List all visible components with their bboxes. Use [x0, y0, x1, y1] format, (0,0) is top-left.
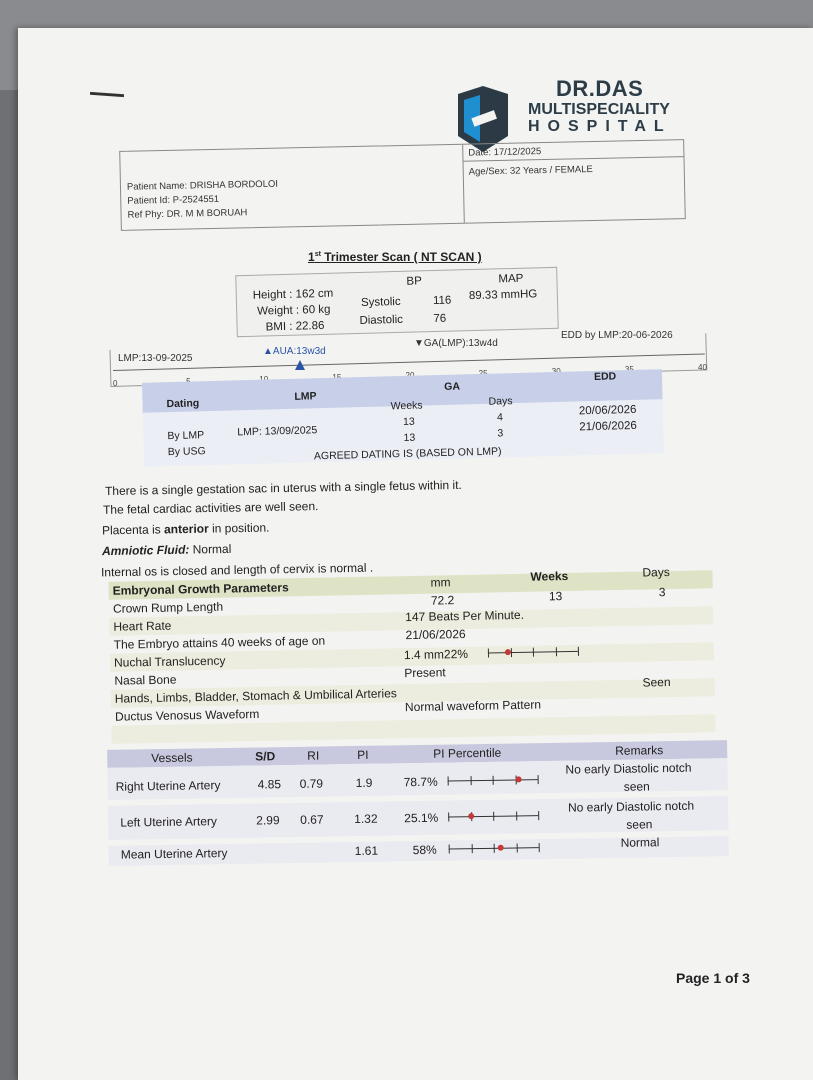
percentile-tick	[448, 777, 449, 786]
page-number: Page 1 of 3	[676, 970, 750, 986]
pen-mark	[90, 92, 124, 97]
finding-cardiac: The fetal cardiac activities are well seen.	[102, 499, 319, 517]
mean-ua-remark: Normal	[620, 835, 660, 850]
percentile-tick	[470, 776, 471, 785]
mm-header: mm	[430, 575, 451, 590]
percentile-marker	[468, 813, 474, 819]
aua-marker-icon	[295, 360, 305, 372]
right-ua-pct: 78.7%	[403, 774, 438, 790]
lmp-header: LMP	[294, 390, 317, 403]
timeline-ga: ▼GA(LMP):13w4d	[414, 338, 498, 349]
percentile-tick	[533, 648, 534, 657]
by-lmp-label: By LMP	[167, 429, 205, 443]
map-value: 89.33 mmHG	[468, 288, 538, 303]
right-ua-ri: 0.79	[299, 776, 324, 791]
diastolic-value: 76	[433, 312, 447, 326]
left-ua-remark-2: seen	[626, 817, 653, 832]
anatomy-label: Hands, Limbs, Bladder, Stomach & Umbilical Arteries	[114, 686, 397, 706]
left-ua-sd: 2.99	[256, 813, 280, 828]
vessels-header: Vessels	[151, 750, 193, 766]
days-header: Days	[488, 395, 513, 408]
right-ua-percentile-bar	[448, 773, 538, 786]
uterine-artery-table	[107, 740, 729, 868]
dating-header: Dating	[166, 397, 200, 411]
referring-physician: Ref Phy: DR. M M BORUAH	[127, 207, 248, 221]
vitals-box	[235, 267, 559, 337]
mean-ua-name: Mean Uterine Artery	[120, 845, 228, 862]
weight-value: Weight : 60 kg	[257, 303, 331, 318]
ga-header: GA	[444, 380, 461, 393]
patient-info-box	[119, 139, 686, 231]
heart-rate-label: Heart Rate	[113, 618, 172, 634]
systolic-label: Systolic	[360, 295, 401, 309]
remarks-header: Remarks	[615, 743, 664, 758]
mean-ua-pct: 58%	[412, 842, 437, 858]
by-usg-days: 3	[497, 427, 504, 440]
mean-ua-percentile-bar	[449, 841, 539, 854]
nt-value: 1.4 mm22%	[403, 646, 469, 663]
map-label: MAP	[498, 272, 524, 286]
hospital-name-line3: HOSPITAL	[528, 118, 672, 135]
right-ua-sd: 4.85	[257, 777, 282, 792]
left-ua-pi: 1.32	[354, 811, 378, 827]
bmi-value: BMI : 22.86	[265, 319, 325, 334]
report-date: Date: 17/12/2025	[468, 146, 542, 159]
percentile-tick	[516, 843, 517, 852]
timeline-tick: 40	[698, 363, 707, 372]
finding-amniotic-fluid: Amniotic Fluid: Normal	[101, 541, 232, 559]
hospital-name-line1: DR.DAS	[556, 76, 644, 101]
right-ua-name: Right Uterine Artery	[115, 778, 221, 794]
right-ua-remark: No early Diastolic notch	[565, 760, 692, 777]
systolic-value: 116	[432, 294, 452, 308]
report-page	[18, 28, 813, 1080]
heart-rate-value: 147 Beats Per Minute.	[405, 607, 525, 625]
left-ua-ri: 0.67	[300, 812, 324, 827]
sd-header: S/D	[255, 749, 276, 764]
percentile-tick	[555, 647, 556, 656]
left-ua-pct: 25.1%	[404, 810, 439, 826]
pi-percentile-header: PI Percentile	[433, 745, 502, 761]
pi-header: PI	[357, 747, 369, 762]
percentile-tick	[488, 649, 489, 658]
nt-percentile-bar	[488, 645, 578, 659]
percentile-marker	[498, 845, 504, 851]
ductus-venosus-value: Normal waveform Pattern	[404, 697, 542, 715]
percentile-tick	[449, 845, 450, 854]
by-lmp-date: LMP: 13/09/2025	[237, 424, 318, 439]
left-ua-remark: No early Diastolic notch	[567, 798, 695, 815]
percentile-tick	[448, 813, 449, 822]
ri-header: RI	[307, 748, 320, 763]
diastolic-label: Diastolic	[359, 313, 404, 327]
crl-label: Crown Rump Length	[112, 599, 224, 616]
ductus-venosus-label: Ductus Venosus Waveform	[114, 706, 260, 724]
percentile-tick	[471, 844, 472, 853]
nasal-bone-label: Nasal Bone	[114, 672, 177, 688]
anatomy-value: Seen	[642, 675, 671, 690]
weeks-header: Weeks	[530, 568, 569, 584]
timeline-lmp: LMP:13-09-2025	[118, 353, 193, 364]
percentile-tick	[494, 844, 495, 853]
report-title: 1st Trimester Scan ( NT SCAN )	[308, 250, 482, 264]
crl-weeks: 13	[548, 589, 563, 604]
hospital-name-line2: MULTISPECIALITY	[528, 101, 670, 118]
hospital-name	[528, 78, 672, 135]
by-usg-weeks: 13	[403, 431, 416, 444]
height-value: Height : 162 cm	[252, 287, 334, 302]
days-header: Days	[642, 565, 670, 580]
right-ua-pi: 1.9	[355, 775, 373, 790]
nasal-bone-value: Present	[404, 665, 446, 681]
dating-table	[142, 369, 664, 467]
nt-label: Nuchal Translucency	[113, 653, 226, 670]
percentile-marker	[515, 776, 521, 782]
left-ua-percentile-bar	[448, 809, 538, 822]
patient-id: Patient Id: P-2524551	[127, 193, 220, 207]
growth-header: Embryonal Growth Parameters	[112, 580, 289, 598]
right-ua-remark-2: seen	[623, 779, 650, 794]
percentile-tick	[578, 647, 579, 656]
crl-mm: 72.2	[430, 593, 455, 608]
finding-placenta: Placenta is anterior in position.	[101, 520, 270, 538]
by-usg-label: By USG	[167, 445, 206, 459]
by-lmp-days: 4	[496, 411, 504, 424]
percentile-tick	[538, 775, 539, 784]
percentile-tick	[493, 812, 494, 821]
age-sex: Age/Sex: 32 Years / FEMALE	[468, 164, 593, 178]
by-lmp-edd: 20/06/2026	[578, 403, 637, 418]
bp-label: BP	[406, 275, 422, 288]
percentile-tick	[493, 776, 494, 785]
timeline-tick: 0	[113, 379, 118, 388]
weeks-header: Weeks	[390, 399, 423, 413]
edd-header: EDD	[593, 370, 617, 383]
edd-40w-value: 21/06/2026	[405, 626, 466, 643]
by-usg-edd: 21/06/2026	[579, 419, 638, 434]
patient-name: Patient Name: DRISHA BORDOLOI	[126, 178, 279, 193]
percentile-tick	[538, 811, 539, 820]
by-lmp-weeks: 13	[402, 415, 415, 428]
timeline-aua: ▲AUA:13w3d	[263, 346, 326, 357]
percentile-tick	[516, 811, 517, 820]
crl-days: 3	[658, 585, 666, 600]
mean-ua-pi: 1.61	[354, 843, 379, 858]
finding-cervix: Internal os is closed and length of cervix is normal .	[100, 560, 374, 580]
left-ua-name: Left Uterine Artery	[120, 814, 218, 830]
agreed-dating: AGREED DATING IS (BASED ON LMP)	[313, 445, 502, 463]
timeline-edd: EDD by LMP:20-06-2026	[561, 330, 673, 341]
percentile-tick	[539, 843, 540, 852]
percentile-marker	[505, 649, 511, 655]
finding-gestation-sac: There is a single gestation sac in uterus with a single fetus within it.	[104, 477, 462, 499]
edd-40w-label: The Embryo attains 40 weeks of age on	[113, 633, 326, 652]
